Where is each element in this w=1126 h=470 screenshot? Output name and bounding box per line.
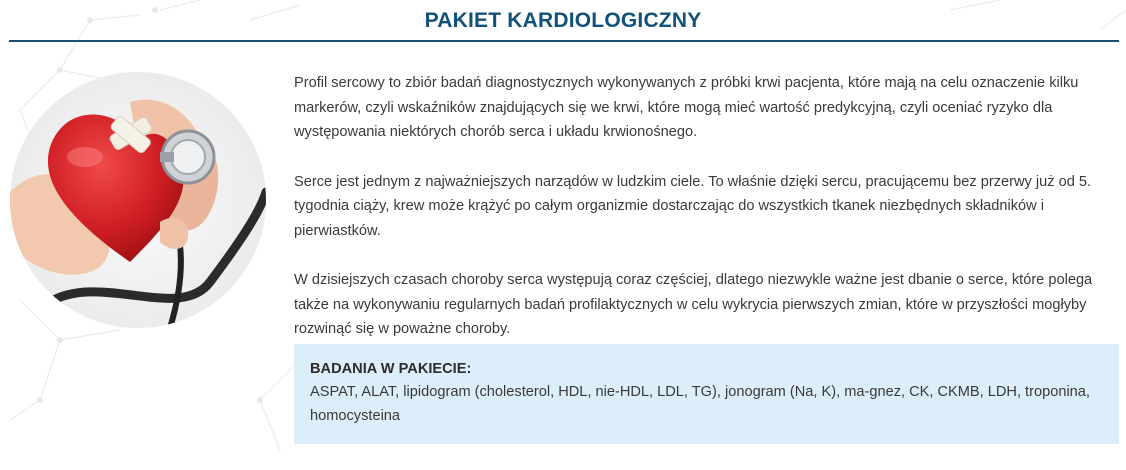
description-paragraph: W dzisiejszych czasach choroby serca występują coraz częściej, dlatego niezwykle ważne jest dbanie o serce, które polega także na wykonywaniu regularnych badań profilaktycznych w celu wykrycia pierwszych zmian, które w przyszłości mogłyby rozwinąć się w poważne choroby. (294, 272, 1093, 337)
package-tests-box (294, 344, 1119, 444)
title-divider (9, 40, 1119, 42)
description-text (294, 71, 1120, 367)
package-tests-heading: BADANIA W PAKIECIE: (310, 361, 472, 377)
description-paragraph: Serce jest jednym z najważniejszych narządów w ludzkim ciele. To właśnie dzięki sercu, pracującemu bez przerwy już od 5. tygodnia ciąży, krew może krążyć po całym organizmie dostarczając do wszystkich tkanek niezbędnych składników i pierwiastków. (294, 173, 1092, 239)
description-paragraph: Profil sercowy to zbiór badań diagnostycznych wykonywanych z próbki krwi pacjenta, które mają na celu oznaczenie kilku markerów, czyli wskaźników znajdujących się we krwi, które mogą mieć wartość predykcyjną, czyli oceniać ryzyko dla występowania niektórych chorób serca i układu krwionośnego. (294, 75, 1079, 140)
package-tests-list: ASPAT, ALAT, lipidogram (cholesterol, HDL, nie-HDL, LDL, TG), jonogram (Na, K), ma-gnez, CK, CKMB, LDH, troponina, homocysteina (310, 384, 1090, 424)
page-title: PAKIET KARDIOLOGICZNY (424, 9, 702, 32)
heart-stethoscope-icon (10, 72, 266, 328)
heart-stethoscope-image (10, 72, 266, 328)
